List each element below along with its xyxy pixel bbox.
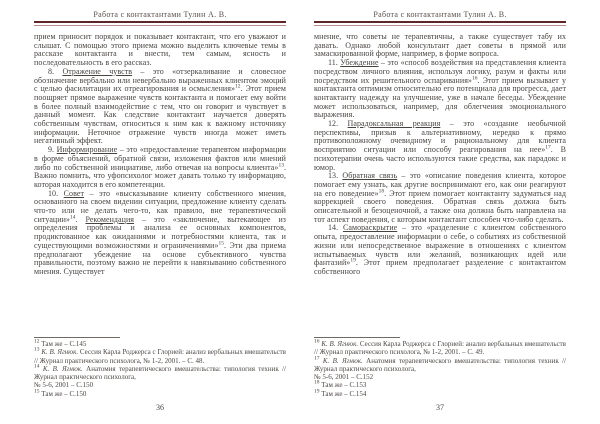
- footnote-marker: 17: [545, 144, 551, 151]
- text-run: . Этот прием предполагает разделение с контактантом собственного: [314, 258, 566, 276]
- footnote: [314, 390, 566, 398]
- text-run: – это «способ воздействия на представления клиента посредством личного влияния, используя логику, разум и факты или посредством их решительного оспаривания»: [314, 58, 567, 85]
- text-run: Анатомия терапевтического вмешательства: типология техник // Журнал практического психолога,: [34, 364, 287, 382]
- paragraph: [314, 120, 566, 172]
- text-run: . Этот прием вызывает у контактанта оптимизм относительно его потенциала для прогресса, дает контактанту надежду на улучшение, уже в начале беседы. Убеждение может использоваться, например, для облегчения эмоционального выражения.: [314, 75, 566, 120]
- footnote-marker: 16: [314, 338, 320, 345]
- paragraph: [34, 146, 286, 190]
- text-run: Сессия Карла Роджерса с Глорией: анализ вербальных вмешательств // Журнал практического психолога, № 1-2, 2001. – С. 49.: [314, 339, 566, 357]
- text-run: .: [75, 214, 86, 224]
- text-run: – это «высказывание клиенту собственного мнения, основанного на своем видении ситуации, предложение клиенту сделать что-то или не делать чего-то, как правило, вне терапевтической ситуации»: [34, 188, 287, 224]
- paragraph: [34, 190, 286, 277]
- page-right: [314, 10, 566, 412]
- footnote-marker: 12: [34, 338, 40, 345]
- text-run: . Эти два приема предполагают убеждение на основе субъективного чувства правильности, поэтому важно не перейти к навязыванию собственного мнения. Существует: [34, 240, 287, 276]
- text-run: . Важно помнить, что уфопсихолог может давать только ту информацию, которая находится в его компетенции.: [34, 162, 286, 189]
- text-run: Там же – С.154: [319, 389, 367, 398]
- page-number: 36: [156, 403, 164, 412]
- footnote: [34, 390, 286, 398]
- text-run: К. В. Ягнюк.: [41, 348, 79, 357]
- paragraph: [34, 68, 286, 146]
- text-run: № 5-6, 2001 – С.150: [34, 381, 94, 390]
- header-rule: [314, 21, 566, 26]
- page-left: [34, 10, 286, 412]
- text-run: Рекомендация: [85, 214, 135, 224]
- text-run: 12.: [328, 119, 348, 129]
- footnote-marker: 14: [69, 214, 76, 221]
- text-run: . Этот прием помогает контактанту задуматься над коррекцией своего поведения. Обратная связь должна быть описательной и безоценочной, а также она должна быть направлена на тот аспект поведения, с которым контактант способен что-либо сделать.: [314, 188, 566, 224]
- footnote-marker: 12: [235, 83, 241, 90]
- text-run: № 5-6, 2001 – С.152: [314, 373, 374, 382]
- text-run: 13.: [328, 171, 343, 181]
- footnote: [34, 348, 286, 365]
- footnote: [34, 365, 286, 390]
- footnote-marker: 19: [314, 388, 320, 395]
- text-run: – это «предоставление терапевтом информации в форме объяснений, обратной связи, изложения фактов или мнений либо по собственной инициативе, либо отвечая на вопросы клиента»: [34, 145, 287, 172]
- text-run: . Этот прием поощряет прямое выражение чувств контактанта и помогает ему войти в более полный взаимодействие с тем, что он говорит и чувствует в данный момент. Как следствие контактант научается доверять собственным чувствам, относиться к ним как к важному источнику информации. Неточное отражение чувств иногда может иметь негативный эффект.: [34, 84, 286, 146]
- text-run: Там же – С.150: [39, 389, 87, 398]
- text-run: К. В. Ягнюк.: [321, 339, 359, 348]
- footnote-marker: 14: [34, 363, 40, 370]
- text-run: Там же – С.145: [39, 339, 87, 348]
- text-run: – это «заключение, вытекающее из определения проблемы и анализа ее основных компонентов, продиктованное как ожиданиями и потребностями клиента, так и существующими возможностями и ограничениями»: [34, 214, 286, 250]
- footnote: [34, 340, 286, 348]
- text-run: – это «описание поведения клиента, которое помогает ему узнать, как другие воспринимают его, как они реагируют на его поведение»: [314, 171, 566, 198]
- text-run: Совет: [63, 188, 85, 198]
- paragraph: [34, 33, 286, 68]
- footnote: [314, 381, 566, 389]
- footnote-marker: 18: [314, 380, 320, 387]
- footnote: [314, 357, 566, 382]
- footnote-marker: 13: [34, 346, 40, 353]
- paragraph: [314, 172, 566, 224]
- footnotes: [314, 340, 566, 398]
- text-run: 9.: [48, 145, 57, 155]
- text-run: Там же – С.153: [319, 381, 367, 390]
- text-run: 11.: [328, 58, 341, 68]
- footnote: [314, 340, 566, 357]
- text-run: Сессия Карла Роджерса с Глорией: анализ вербальных вмешательств // Журнал практического психолога, № 1-2, 2001. – С. 48.: [34, 348, 286, 365]
- page-body: [34, 33, 286, 277]
- text-run: Отражение чувств: [62, 66, 133, 76]
- text-run: Убеждение: [340, 58, 379, 68]
- paragraph: [314, 224, 566, 276]
- text-run: Информирование: [56, 145, 118, 155]
- header-rule: [34, 21, 286, 26]
- text-run: Анатомия терапевтического вмешательства: типология техник // Журнал практического психолога,: [314, 356, 567, 373]
- running-header: Работа с контактантами Тулин А. В.: [373, 10, 507, 19]
- footnote-marker: 16: [472, 74, 478, 81]
- footnote-marker: 13: [278, 161, 284, 168]
- text-run: К. В. Ягнюк.: [42, 364, 83, 373]
- footnote-marker: 18: [378, 188, 385, 194]
- running-header: Работа с контактантами Тулин А. В.: [93, 10, 227, 19]
- paragraph: [314, 33, 566, 59]
- text-run: Парадоксальная реакция: [347, 119, 441, 129]
- text-run: . В психотерапии очень часто используются такие средства, как парадокс и юмор.: [314, 145, 566, 172]
- text-run: – это «отзеркаливание и словесное обозначение вербально или невербально выраженных клиентом эмоций с целью фасилитации их отреагирования и осмысления»: [34, 66, 286, 94]
- text-run: прием приносит порядок и показывает контактант, что его уважают и слышат. С помощью этого приема можно выделить ключевые темы в рассказе контактанта и внести, тем самым, ясность и последовательность в его рассказ.: [34, 32, 286, 68]
- footnote-marker: 15: [34, 388, 40, 395]
- footnote-marker: 19: [350, 257, 356, 264]
- text-run: 8.: [48, 66, 63, 76]
- text-run: К. В. Ягнюк.: [322, 356, 363, 365]
- footnote-marker: 15: [218, 240, 224, 247]
- text-run: Обратная связь: [342, 171, 398, 181]
- text-run: – это «создание необычной перспективы, призыв к альтернативному, нередко к прямо противоположному очевидному и рациональному для клиента восприятию ситуации или способу реагирования на нее»: [314, 119, 566, 155]
- text-run: мнение, что советы не терапевтичны, а также существует табу их давать. Однако любой консультант дает советы в прямой или замаскированной форме, например, в форме вопроса.: [314, 32, 566, 59]
- page-body: [314, 33, 566, 277]
- footnote-marker: 17: [314, 355, 320, 362]
- text-run: Самораскрытие: [342, 223, 398, 233]
- page-number: 37: [436, 403, 444, 412]
- paragraph: [314, 59, 566, 120]
- text-run: 14.: [328, 223, 343, 233]
- footnotes: [34, 340, 286, 398]
- text-run: – это «разделение с клиентом собственного опыта, предоставление информации о себе, о событиях из собственной жизни или непосредственное выражение в отношениях с клиентом испытываемых чувств или желаний, возникающих идей или фантазий»: [314, 223, 566, 268]
- text-run: 10.: [48, 188, 64, 198]
